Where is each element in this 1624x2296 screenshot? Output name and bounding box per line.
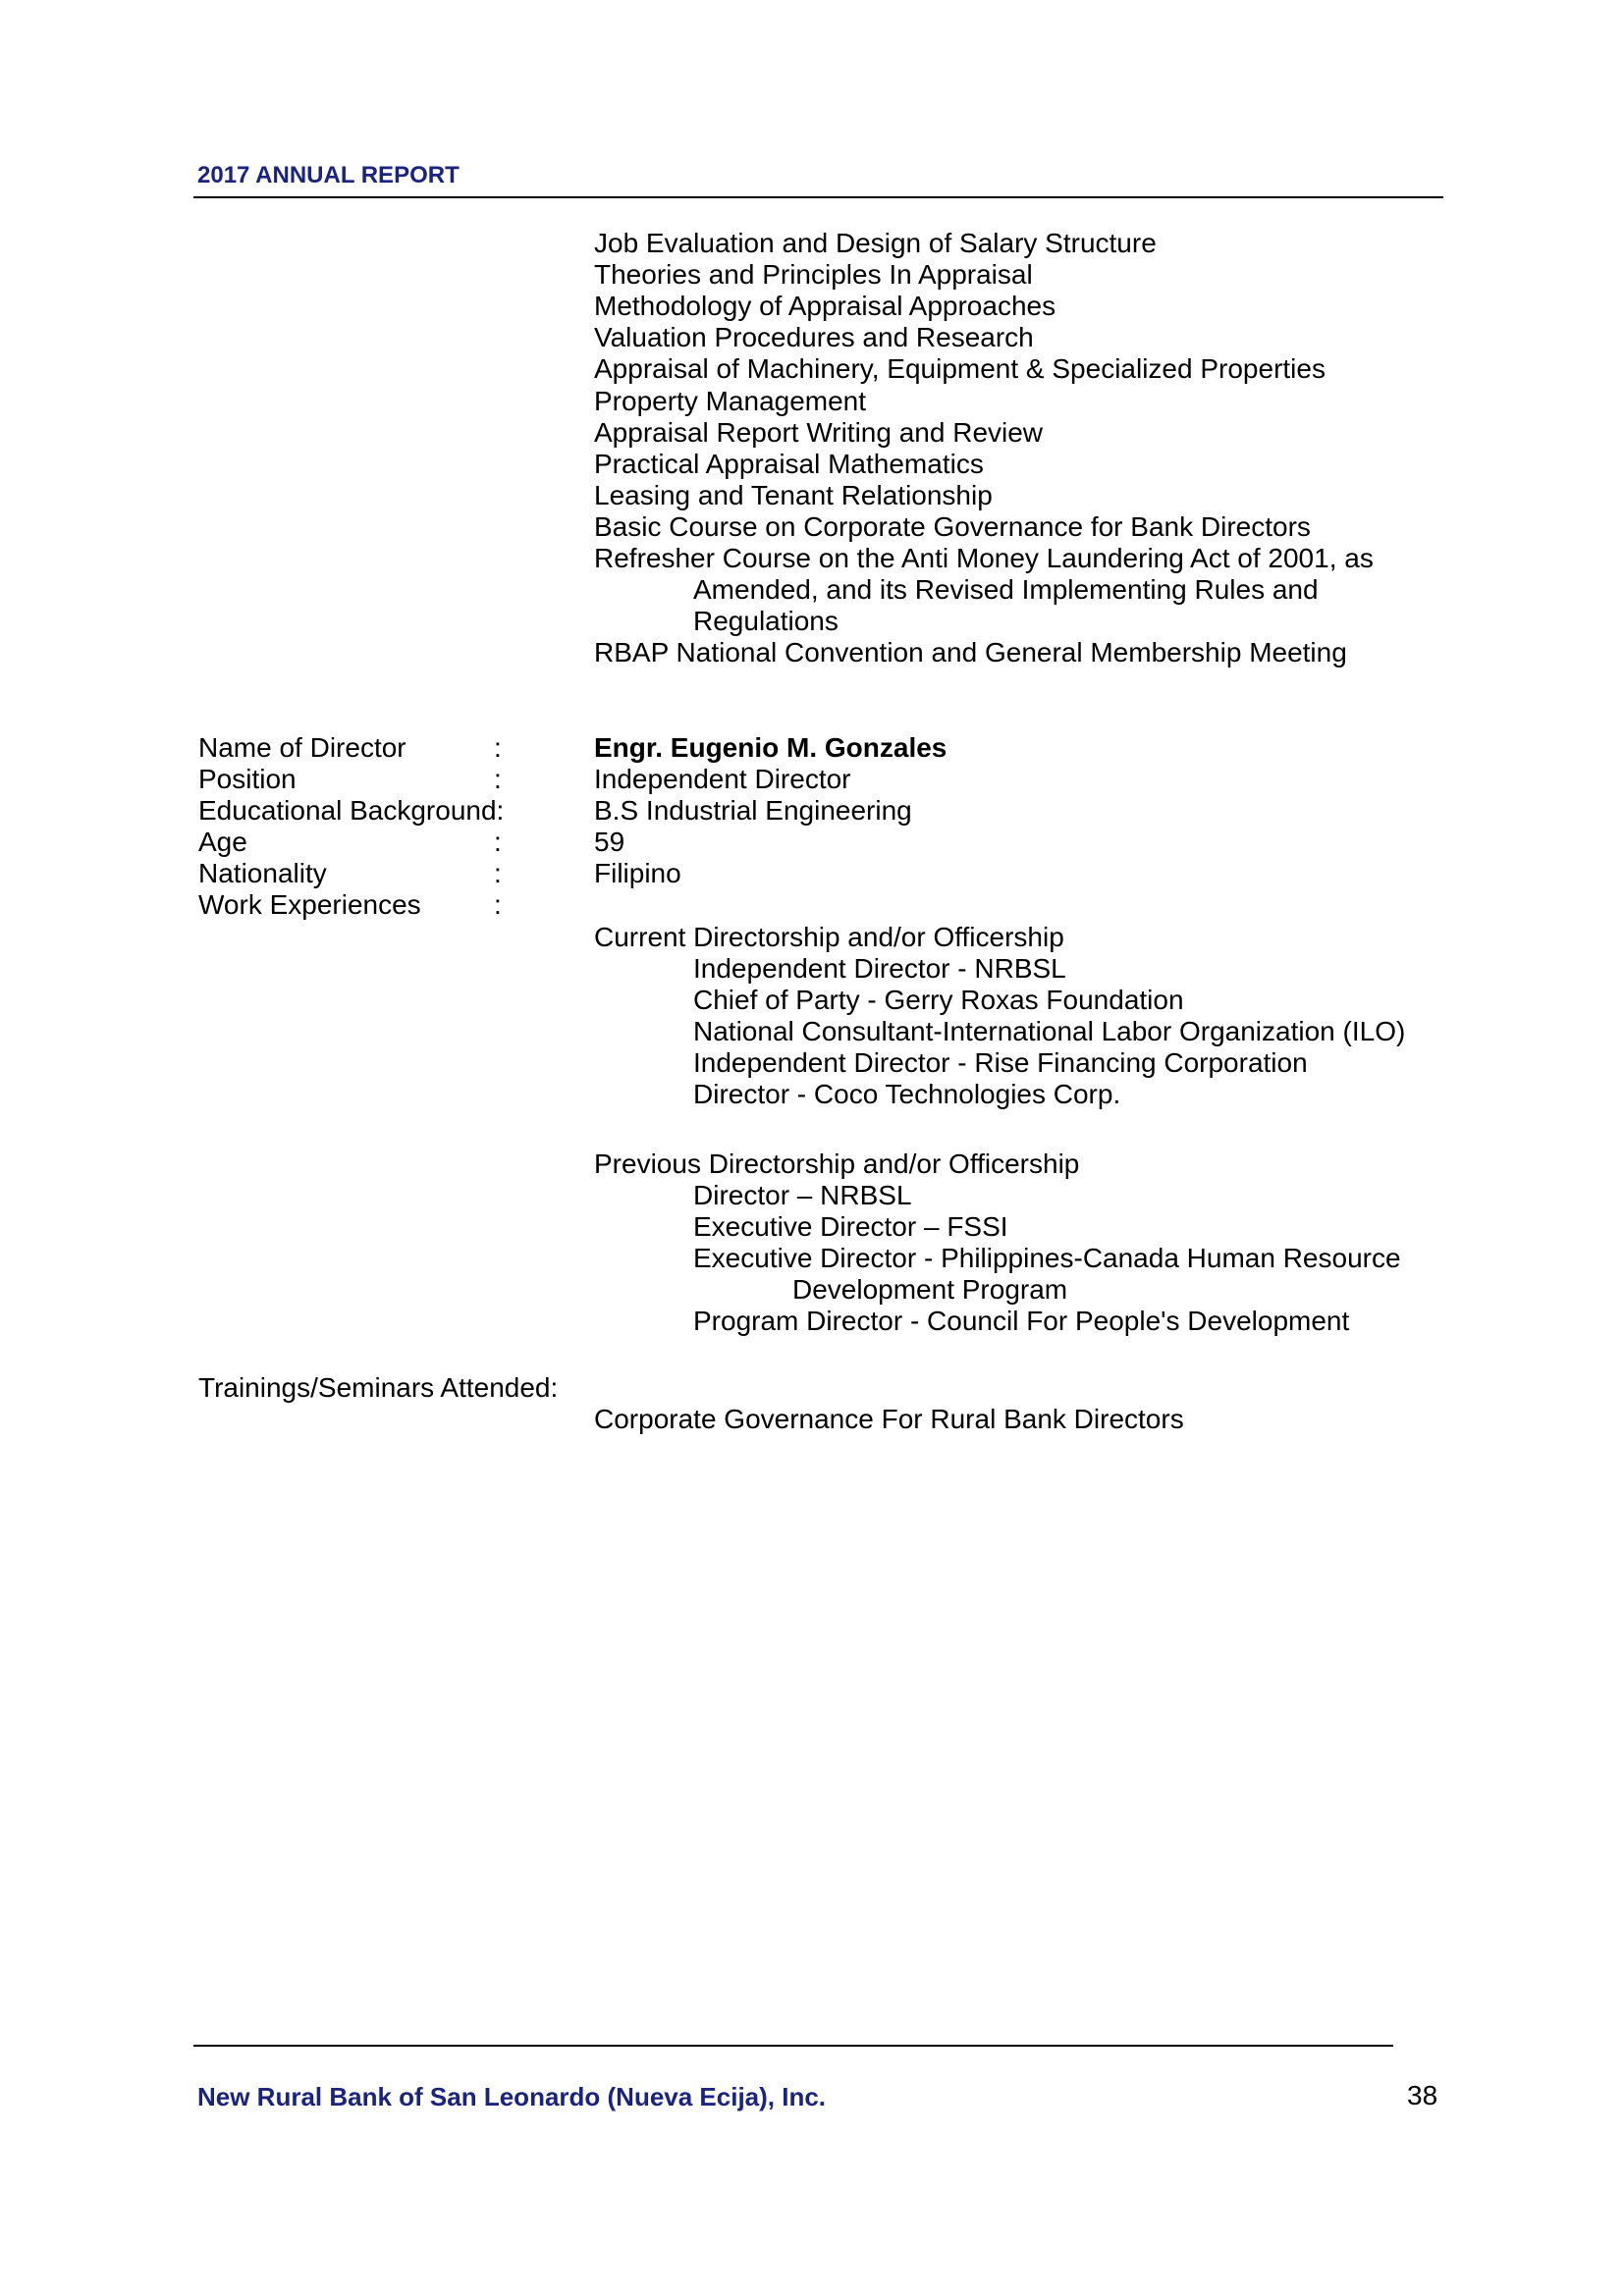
previous-directorship-item-continued: Development Program xyxy=(792,1274,1068,1305)
training-item-continued: Amended, and its Revised Implementing Rules and xyxy=(693,574,1319,605)
label-colon: : xyxy=(494,764,502,794)
previous-directorship-heading: Previous Directorship and/or Officership xyxy=(594,1148,1080,1179)
director-position: Independent Director xyxy=(594,764,851,794)
current-directorship-heading: Current Directorship and/or Officership xyxy=(594,922,1064,952)
training-item-continued: Regulations xyxy=(693,606,839,636)
previous-directorship-item: Executive Director – FSSI xyxy=(693,1211,1008,1242)
director-name: Engr. Eugenio M. Gonzales xyxy=(594,732,947,763)
previous-directorship-item: Director – NRBSL xyxy=(693,1180,912,1210)
previous-directorship-item: Executive Director - Philippines-Canada Human Resource xyxy=(693,1243,1401,1273)
label-position: Position xyxy=(198,764,297,794)
label-colon: : xyxy=(494,827,502,857)
label-name-of-director: Name of Director xyxy=(198,732,406,763)
label-age: Age xyxy=(198,827,247,857)
current-directorship-item: National Consultant-International Labor Organization (ILO) xyxy=(693,1016,1406,1046)
director-nationality: Filipino xyxy=(594,858,681,888)
current-directorship-item: Independent Director - NRBSL xyxy=(693,953,1066,984)
training-item: Corporate Governance For Rural Bank Directors xyxy=(594,1404,1184,1434)
label-educational-background: Educational Background: xyxy=(198,795,505,826)
label-work-experiences: Work Experiences xyxy=(198,889,421,920)
current-directorship-item: Chief of Party - Gerry Roxas Foundation xyxy=(693,985,1184,1015)
training-item: Leasing and Tenant Relationship xyxy=(594,480,993,510)
director-education: B.S Industrial Engineering xyxy=(594,795,912,826)
label-trainings-seminars: Trainings/Seminars Attended: xyxy=(198,1372,559,1403)
label-nationality: Nationality xyxy=(198,858,327,888)
previous-directorship-item: Program Director - Council For People's Development xyxy=(693,1306,1350,1336)
page-number: 38 xyxy=(1407,2080,1438,2110)
director-age: 59 xyxy=(594,827,625,857)
training-item: Appraisal of Machinery, Equipment & Specialized Properties xyxy=(594,353,1326,384)
training-item: Basic Course on Corporate Governance for Bank Directors xyxy=(594,511,1311,542)
training-item: Practical Appraisal Mathematics xyxy=(594,449,984,479)
training-item: Valuation Procedures and Research xyxy=(594,322,1034,352)
training-item: Theories and Principles In Appraisal xyxy=(594,259,1033,290)
label-colon: : xyxy=(494,732,502,763)
training-item: RBAP National Convention and General Membership Meeting xyxy=(594,637,1347,667)
current-directorship-item: Director - Coco Technologies Corp. xyxy=(693,1079,1121,1109)
report-title: 2017 ANNUAL REPORT xyxy=(197,162,460,188)
footer-divider xyxy=(193,2045,1393,2047)
training-item: Methodology of Appraisal Approaches xyxy=(594,291,1056,321)
footer-bank-name: New Rural Bank of San Leonardo (Nueva Ecija), Inc. xyxy=(197,2082,827,2111)
label-colon: : xyxy=(494,889,502,920)
header-divider xyxy=(193,196,1443,198)
label-colon: : xyxy=(494,858,502,888)
training-item: Refresher Course on the Anti Money Laundering Act of 2001, as xyxy=(594,543,1374,573)
training-item: Job Evaluation and Design of Salary Structure xyxy=(594,228,1157,258)
current-directorship-item: Independent Director - Rise Financing Corporation xyxy=(693,1047,1308,1078)
training-item: Appraisal Report Writing and Review xyxy=(594,417,1044,448)
training-item: Property Management xyxy=(594,386,867,416)
